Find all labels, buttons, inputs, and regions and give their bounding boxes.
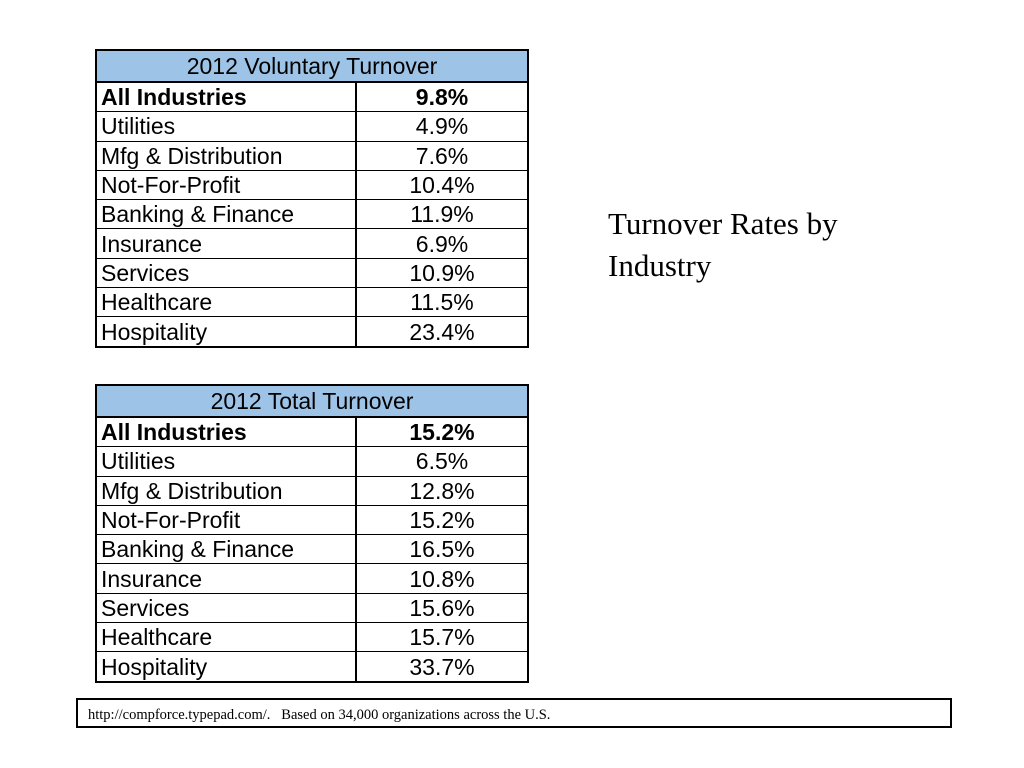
- industry-cell: Hospitality: [96, 652, 356, 682]
- rate-cell: 10.4%: [356, 170, 528, 199]
- industry-cell: Healthcare: [96, 623, 356, 652]
- industry-cell: Banking & Finance: [96, 200, 356, 229]
- industry-cell: Utilities: [96, 112, 356, 141]
- table-row: [96, 200, 528, 229]
- table-header: 2012 Total Turnover: [96, 385, 528, 417]
- table-row: [96, 229, 528, 258]
- industry-cell: Mfg & Distribution: [96, 141, 356, 170]
- table-header-row: [96, 385, 528, 417]
- rate-cell: 11.9%: [356, 200, 528, 229]
- rate-cell: 23.4%: [356, 317, 528, 347]
- rate-cell: 15.7%: [356, 623, 528, 652]
- table-row: [96, 593, 528, 622]
- table-row: [96, 317, 528, 347]
- rate-cell: 7.6%: [356, 141, 528, 170]
- table-row: [96, 170, 528, 199]
- rate-cell: 10.9%: [356, 258, 528, 287]
- table-row: [96, 535, 528, 564]
- industry-cell: All Industries: [96, 417, 356, 447]
- industry-cell: Insurance: [96, 229, 356, 258]
- table-row: [96, 505, 528, 534]
- total-turnover-table: [95, 384, 529, 683]
- table-row: [96, 652, 528, 682]
- rate-cell: 16.5%: [356, 535, 528, 564]
- industry-cell: Utilities: [96, 447, 356, 476]
- table-header-row: [96, 50, 528, 82]
- industry-cell: Services: [96, 593, 356, 622]
- industry-cell: Insurance: [96, 564, 356, 593]
- rate-cell: 9.8%: [356, 82, 528, 112]
- table-row: [96, 288, 528, 317]
- table-row: [96, 447, 528, 476]
- rate-cell: 10.8%: [356, 564, 528, 593]
- table-row: [96, 82, 528, 112]
- table-row: [96, 476, 528, 505]
- rate-cell: 4.9%: [356, 112, 528, 141]
- voluntary-turnover-table: [95, 49, 529, 348]
- slide-title: Turnover Rates by Industry: [608, 206, 838, 283]
- industry-cell: Services: [96, 258, 356, 287]
- rate-cell: 6.5%: [356, 447, 528, 476]
- table-row: [96, 112, 528, 141]
- industry-cell: Banking & Finance: [96, 535, 356, 564]
- rate-cell: 12.8%: [356, 476, 528, 505]
- table-row: [96, 623, 528, 652]
- rate-cell: 11.5%: [356, 288, 528, 317]
- industry-cell: Hospitality: [96, 317, 356, 347]
- rate-cell: 15.6%: [356, 593, 528, 622]
- rate-cell: 6.9%: [356, 229, 528, 258]
- industry-cell: Healthcare: [96, 288, 356, 317]
- industry-cell: Mfg & Distribution: [96, 476, 356, 505]
- table-header: 2012 Voluntary Turnover: [96, 50, 528, 82]
- table-row: [96, 564, 528, 593]
- rate-cell: 15.2%: [356, 505, 528, 534]
- table-row: [96, 258, 528, 287]
- industry-cell: All Industries: [96, 82, 356, 112]
- source-note: http://compforce.typepad.com/. Based on 34,000 organizations across the U.S.: [76, 698, 952, 728]
- industry-cell: Not-For-Profit: [96, 505, 356, 534]
- rate-cell: 33.7%: [356, 652, 528, 682]
- industry-cell: Not-For-Profit: [96, 170, 356, 199]
- table-row: [96, 417, 528, 447]
- table-row: [96, 141, 528, 170]
- rate-cell: 15.2%: [356, 417, 528, 447]
